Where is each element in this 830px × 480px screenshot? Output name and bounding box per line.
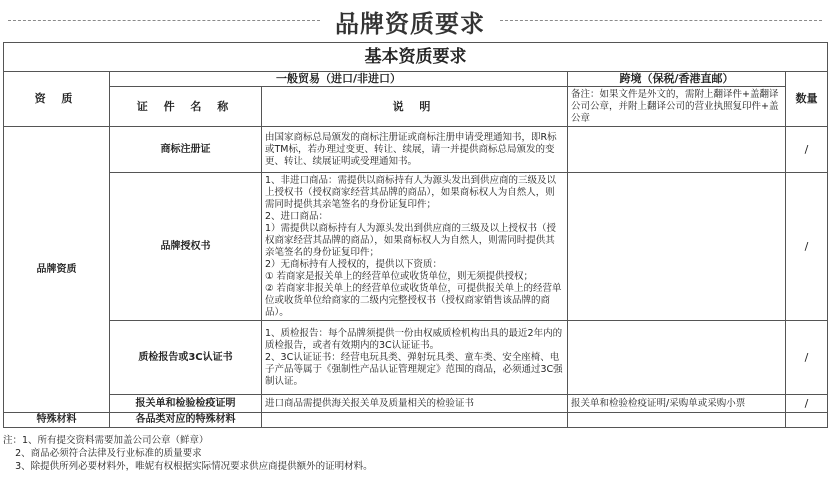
cert-name: 商标注册证 <box>110 127 262 173</box>
page-title: 品牌资质要求 <box>335 10 485 38</box>
col-header-description: 说 明 <box>262 87 568 127</box>
table-row <box>4 413 828 428</box>
table-row <box>4 395 828 413</box>
table-main-header: 基本资质要求 <box>4 43 828 72</box>
cert-name: 各品类对应的特殊材料 <box>110 413 262 428</box>
col-header-quantity: 数量 <box>786 72 828 127</box>
page-title-bar <box>0 0 830 40</box>
group-header-cross-border: 跨境（保税/香港直邮） <box>568 72 786 87</box>
col-header-qualification: 资 质 <box>4 72 110 127</box>
group-header-general-trade: 一般贸易（进口/非进口） <box>110 72 568 87</box>
table-row <box>4 321 828 395</box>
cert-description <box>262 413 568 428</box>
cross-border-value <box>568 321 786 395</box>
cross-border-value <box>568 413 786 428</box>
qualification-table <box>3 42 828 428</box>
cross-border-value <box>568 127 786 173</box>
title-divider-right <box>500 20 822 21</box>
cert-name: 报关单和检验检疫证明 <box>110 395 262 413</box>
category-special: 特殊材料 <box>4 413 110 428</box>
cert-name: 质检报告或3C认证书 <box>110 321 262 395</box>
quantity-value: / <box>786 173 828 321</box>
quantity-value: / <box>786 321 828 395</box>
cert-description: 进口商品需提供海关报关单及质量相关的检验证书 <box>262 395 568 413</box>
quantity-value: / <box>786 395 828 413</box>
footnote-line: 注：1、所有提交资料需要加盖公司公章（鲜章） <box>3 435 209 446</box>
cert-description: 1、质检报告：每个品牌须提供一份由权威质检机构出具的最近2年内的质检报告，或者有效期内的3C认证证书。 2、3C认证证书：经营电玩具类、弹射玩具类、童车类、安全座椅、电子产品等属于《强制性产品认证管理规定》范围的商品，必须通过3C强制认证。 <box>262 321 568 395</box>
quantity-value: / <box>786 127 828 173</box>
table-row <box>4 127 828 173</box>
cert-description: 1、非进口商品：需提供以商标持有人为源头发出到供应商的三级及以上授权书（授权商家经营其品牌的商品），如果商标权人为自然人，则需同时提供其亲笔签名的身份证复印件； 2、进口商品： 1）需提供以商标持有人为源头发出到供应商的三级及以上授权书（授权商家经营其品牌的商品），如果商标权人为自然人，则需同时提供其亲笔签名的身份证复印件； 2）无商标持有人授权的，提供以下资质： ① 若商家是报关单上的经营单位或收货单位，则无须提供授权； ② 若商家非报关单上的经营单位或收货单位，可提供报关单上的经营单位或收货单位给商家的二级内完整授权书（授权商家销售该品牌的商品）。 <box>262 173 568 321</box>
cert-name: 品牌授权书 <box>110 173 262 321</box>
cross-border-note: 备注：如果文件是外文的，需附上翻译件+盖翻译公司公章，并附上翻译公司的营业执照复印件+盖公章 <box>568 87 786 127</box>
cross-border-value: 报关单和检验检疫证明/采购单或采购小票 <box>568 395 786 413</box>
table-row <box>4 173 828 321</box>
footnotes <box>3 434 827 473</box>
cross-border-value <box>568 173 786 321</box>
col-header-cert-name: 证 件 名 称 <box>110 87 262 127</box>
title-divider-left <box>8 20 320 21</box>
quantity-value <box>786 413 828 428</box>
footnote-line: 2、商品必须符合法律及行业标准的质量要求 <box>3 448 202 459</box>
footnote-line: 3、除提供所列必要材料外，唯妮有权根据实际情况要求供应商提供额外的证明材料。 <box>3 461 373 472</box>
category-brand: 品牌资质 <box>4 127 110 413</box>
cert-description: 由国家商标总局颁发的商标注册证或商标注册申请受理通知书，即R标或TM标，若办理过变更、转让、续展，请一并提供商标总局颁发的变更、转让、续展证明或受理通知书。 <box>262 127 568 173</box>
